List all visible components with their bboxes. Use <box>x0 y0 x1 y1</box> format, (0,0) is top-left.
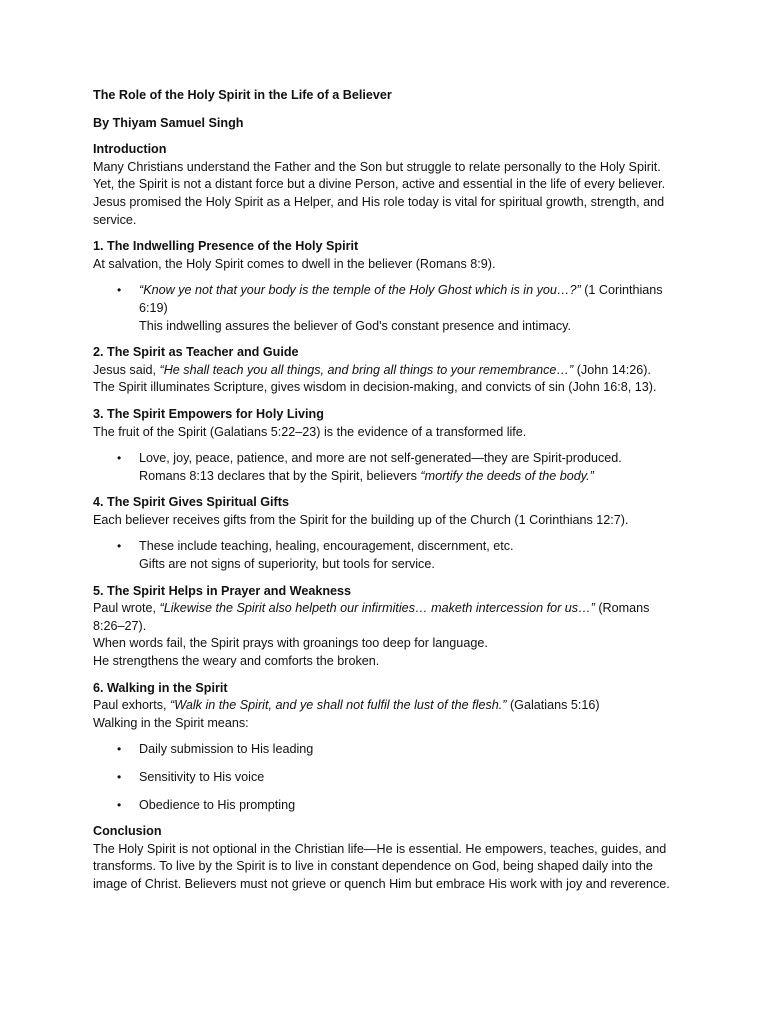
scripture-quote: “Likewise the Spirit also helpeth our infirmities… maketh intercession for us…” <box>159 601 595 616</box>
section-heading: 1. The Indwelling Presence of the Holy Spirit <box>93 239 359 254</box>
paragraph: He strengthens the weary and comforts the broken. <box>93 654 380 669</box>
section-5 <box>93 583 675 671</box>
paragraph: The Spirit illuminates Scripture, gives wisdom in decision-making, and convicts of sin (John 16:8, 13). <box>93 380 657 395</box>
section-heading: 6. Walking in the Spirit <box>93 680 228 695</box>
scripture-reference: (1 Corinthians 6:19) <box>139 283 663 315</box>
section-introduction <box>93 141 675 229</box>
section-heading: Conclusion <box>93 824 162 839</box>
list-item <box>93 282 675 335</box>
scripture-reference: (Romans 8:26–27). <box>93 601 650 633</box>
document-title: The Role of the Holy Spirit in the Life of a Believer <box>93 88 392 102</box>
section-heading: Introduction <box>93 142 167 157</box>
scripture-quote: “Know ye not that your body is the temple of the Holy Ghost which is in you…?” <box>139 283 581 298</box>
list-item-text: This indwelling assures the believer of God's constant presence and intimacy. <box>139 318 571 333</box>
list-item <box>93 538 675 573</box>
bullet-list <box>93 282 675 335</box>
paragraph: Many Christians understand the Father and the Son but struggle to relate personally to the Holy Spirit. Yet, the Spirit is not a distant force but a divine Person, active and essential in the life of every believer. Jesus promised the Holy Spirit as a Helper, and His role today is vital for spiritual growth, strength, and service. <box>93 159 666 227</box>
scripture-quote: “mortify the deeds of the body.” <box>420 468 594 483</box>
paragraph: At salvation, the Holy Spirit comes to dwell in the believer (Romans 8:9). <box>93 256 496 271</box>
text-run: Jesus said, <box>93 362 160 377</box>
paragraph <box>93 697 675 715</box>
section-6 <box>93 680 675 815</box>
text-run: Paul exhorts, <box>93 698 171 713</box>
section-2 <box>93 344 675 397</box>
section-conclusion <box>93 823 675 893</box>
list-item-text: Romans 8:13 declares that by the Spirit, believers <box>139 468 421 483</box>
bullet-icon: • <box>117 539 122 554</box>
list-item <box>93 769 675 787</box>
document-body <box>93 87 675 903</box>
scripture-quote: “Walk in the Spirit, and ye shall not fulfil the lust of the flesh.” <box>170 698 507 713</box>
scripture-reference: (Galatians 5:16) <box>506 698 600 713</box>
paragraph: When words fail, the Spirit prays with groanings too deep for language. <box>93 636 488 651</box>
scripture-quote: “He shall teach you all things, and bring all things to your remembrance…” <box>159 362 574 377</box>
list-item-text: Love, joy, peace, patience, and more are not self-generated—they are Spirit-produced. <box>139 451 622 466</box>
list-item-text: Gifts are not signs of superiority, but tools for service. <box>139 557 435 572</box>
bullet-icon: • <box>117 770 122 784</box>
document-author: By Thiyam Samuel Singh <box>93 115 244 130</box>
paragraph: Walking in the Spirit means: <box>93 715 249 730</box>
section-heading: 2. The Spirit as Teacher and Guide <box>93 345 299 360</box>
bullet-list <box>93 741 675 814</box>
text-run: Paul wrote, <box>93 601 160 616</box>
list-item-text: Daily submission to His leading <box>139 742 314 757</box>
section-heading: 4. The Spirit Gives Spiritual Gifts <box>93 495 289 510</box>
bullet-icon: • <box>117 283 122 298</box>
section-3 <box>93 406 675 485</box>
list-item-text: Sensitivity to His voice <box>139 770 265 784</box>
paragraph <box>93 600 675 635</box>
section-4 <box>93 494 675 573</box>
bullet-list <box>93 450 675 485</box>
list-item-text: These include teaching, healing, encouragement, discernment, etc. <box>139 539 514 554</box>
paragraph: The Holy Spirit is not optional in the Christian life—He is essential. He empowers, teaches, guides, and transforms. To live by the Spirit is to live in constant dependence on God, being shaped daily into the image of Christ. Believers must not grieve or quench Him but embrace His work with joy and reverence. <box>93 841 670 891</box>
bullet-list <box>93 538 675 573</box>
paragraph: Each believer receives gifts from the Spirit for the building up of the Church (1 Corinthians 12:7). <box>93 512 629 527</box>
list-item-text: Obedience to His prompting <box>139 797 296 812</box>
scripture-reference: (John 14:26). <box>573 362 651 377</box>
bullet-icon: • <box>117 797 122 812</box>
paragraph <box>93 362 675 380</box>
section-1 <box>93 238 675 335</box>
list-item <box>93 741 675 759</box>
section-heading: 5. The Spirit Helps in Prayer and Weakness <box>93 583 352 598</box>
paragraph: The fruit of the Spirit (Galatians 5:22–23) is the evidence of a transformed life. <box>93 424 527 439</box>
section-heading: 3. The Spirit Empowers for Holy Living <box>93 406 324 421</box>
bullet-icon: • <box>117 742 122 757</box>
list-item <box>93 797 675 815</box>
bullet-icon: • <box>117 451 122 466</box>
list-item <box>93 450 675 485</box>
